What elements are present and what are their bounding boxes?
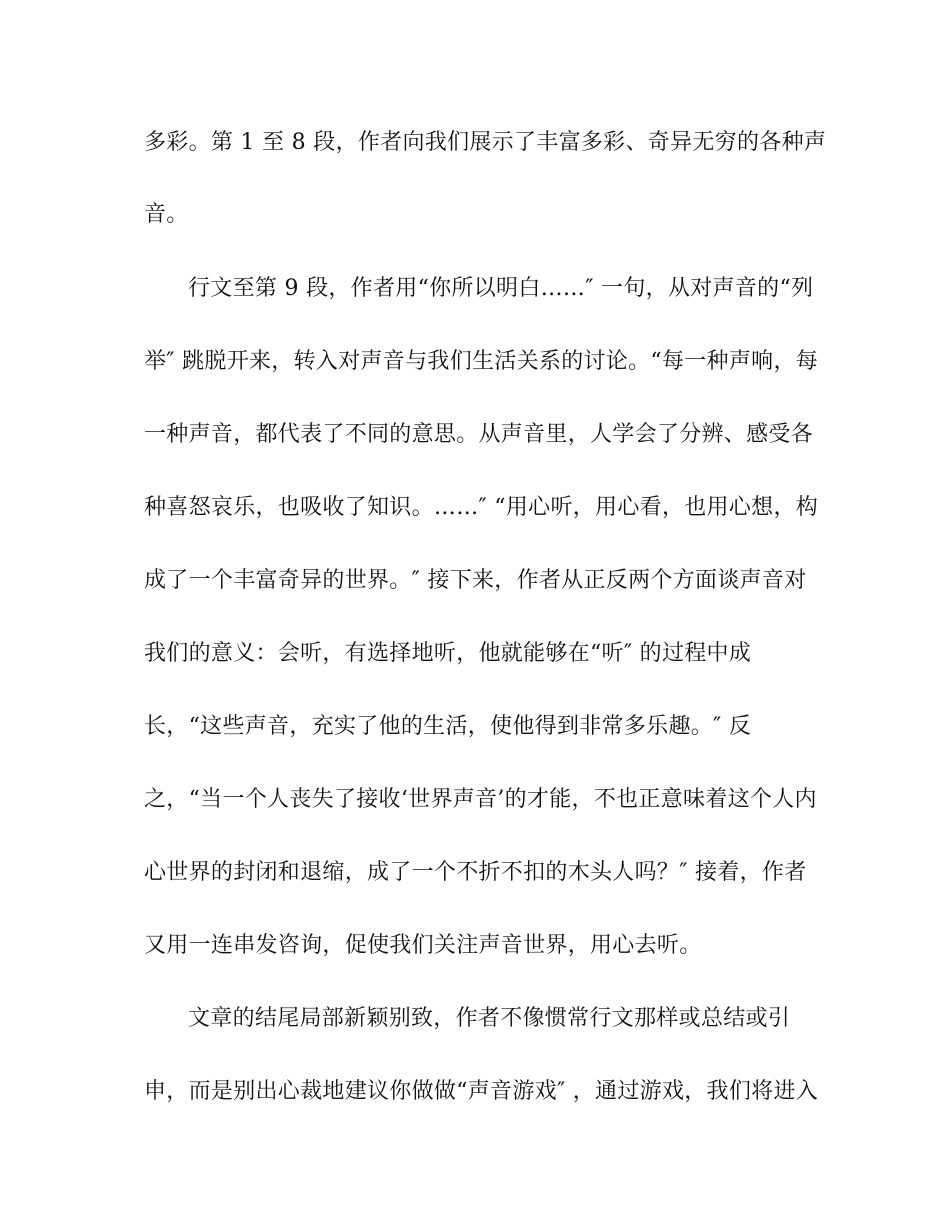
text-line-14: 申，而是别出心裁地建议你做做“声音游戏″ ，通过游戏，我们将进入: [144, 1079, 819, 1104]
text-line-4: 举″ 跳脱开来，转入对声音与我们生活关系的讨论。“每一种声响，每: [144, 349, 819, 374]
text-line-5: 一种声音，都代表了不同的意思。从声音里，人学会了分辨、感受各: [144, 422, 814, 447]
text-line-11: 心世界的封闭和退缩，成了一个不折不扣的木头人吗？″ 接着，作者: [144, 860, 807, 885]
text-line-10: 之，“当一个人丧失了接收‘世界声音’的才能，不也正意味着这个人内: [144, 787, 817, 812]
text-line-12: 又用一连串发咨询，促使我们关注声音世界，用心去听。: [144, 933, 702, 958]
text-line-2: 音。: [144, 202, 189, 227]
text-line-6: 种喜怒哀乐，也吸收了知识。……″ “用心听，用心看，也用心想，构: [144, 495, 819, 520]
text-line-1: 多彩。第 1 至 8 段，作者向我们展示了丰富多彩、奇异无穷的各种声: [144, 130, 827, 155]
text-line-7: 成了一个丰富奇异的世界。″ 接下来，作者从正反两个方面谈声音对: [144, 568, 807, 593]
text-line-9: 长，“这些声音，充实了他的生活，使他得到非常多乐趣。″ 反: [144, 714, 752, 739]
text-line-3: 行文至第 9 段，作者用“你所以明白……″ 一句，从对声音的“列: [188, 276, 814, 301]
text-line-8: 我们的意义：会听，有选择地听，他就能够在“听″ 的过程中成: [144, 641, 752, 666]
text-line-13: 文章的结尾局部新颖别致，作者不像惯常行文那样或总结或引: [188, 1006, 791, 1031]
